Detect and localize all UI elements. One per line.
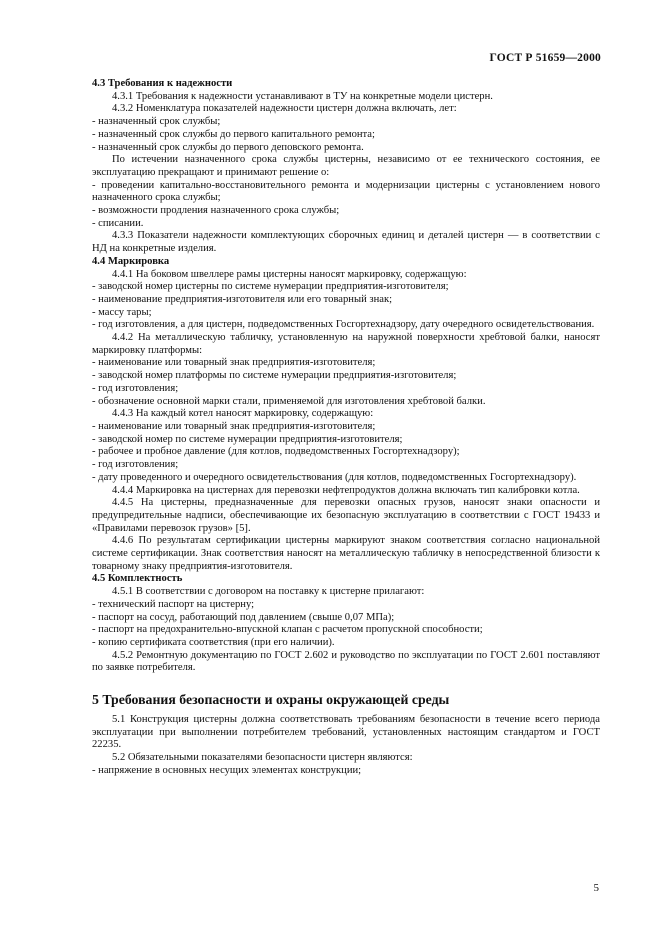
- list-item: - паспорт на сосуд, работающий под давлением (свыше 0,07 МПа);: [92, 611, 395, 623]
- page-number: 5: [593, 882, 599, 894]
- paragraph: 4.3.2 Номенклатура показателей надежности цистерн должна включать, лет:: [112, 103, 457, 115]
- list-item: - год изготовления, а для цистерн, подведомственных Госгортехнадзору, дату очередного освидетельствования.: [92, 319, 595, 331]
- list-item: - наименование или товарный знак предприятия-изготовителя;: [92, 420, 376, 432]
- list-item: - технический паспорт на цистерну;: [92, 598, 255, 610]
- paragraph: 4.4.6 По результатам сертификации цистерны маркируют знаком соответствия согласно национальной системе сертификации. Знак соответствия наносят на металлическую табличку в непосредственной близости к товарному знаку предприятия-изготовителя.: [92, 535, 600, 572]
- paragraph: 4.4.5 На цистерны, предназначенные для перевозки опасных грузов, наносят знаки опасности и предупредительные надписи, обеспечивающие их безопасную эксплуатацию в соответствии с ГОСТ 19433 и «Правилами перевозок грузов» [5].: [92, 497, 600, 534]
- paragraph: 5.2 Обязательными показателями безопасности цистерн являются:: [112, 752, 413, 764]
- list-item: - списании.: [92, 217, 144, 229]
- list-item: - год изготовления;: [92, 382, 179, 394]
- list-item: - наименование или товарный знак предприятия-изготовителя;: [92, 357, 376, 369]
- subsection-heading: 4.3 Требования к надежности: [92, 78, 233, 89]
- list-item: - рабочее и пробное давление (для котлов, подведомственных Госгортехнадзору);: [92, 446, 460, 458]
- list-item: - заводской номер платформы по системе нумерации предприятия-изготовителя;: [92, 370, 457, 382]
- paragraph: 5.1 Конструкция цистерны должна соответствовать требованиям безопасности в течение всего периода эксплуатации при выполнении потребителем требований, установленных настоящим стандартом и ГОСТ 22235.: [92, 714, 600, 751]
- list-item: - назначенный срок службы до первого капитального ремонта;: [92, 128, 375, 140]
- paragraph: 4.5.2 Ремонтную документацию по ГОСТ 2.602 и руководство по эксплуатации по ГОСТ 2.601 поставляют по заявке потребителя.: [92, 649, 600, 674]
- list-item: - проведении капитально-восстановительного ремонта и модернизации цистерны с установлением нового назначенного срока службы;: [92, 179, 600, 204]
- list-item: - копию сертификата соответствия (при его наличии).: [92, 636, 335, 648]
- document-body: [92, 78, 600, 778]
- list-item: - паспорт на предохранительно-впускной клапан с расчетом пропускной способности;: [92, 624, 483, 636]
- paragraph: 4.5.1 В соответствии с договором на поставку к цистерне прилагают:: [112, 586, 425, 598]
- paragraph: 4.4.2 На металлическую табличку, установленную на наружной поверхности хребтовой балки, наносят маркировку платформы:: [92, 332, 600, 356]
- list-item: - дату проведенного и очередного освидетельствования (для котлов, подведомственных Госгортехнадзору).: [92, 471, 577, 483]
- paragraph: 4.4.3 На каждый котел наносят маркировку, содержащую:: [112, 408, 374, 420]
- list-item: - год изготовления;: [92, 459, 179, 471]
- list-item: - назначенный срок службы;: [92, 116, 221, 128]
- subsection-heading: 4.5 Комплектность: [92, 573, 183, 585]
- list-item: - обозначение основной марки стали, применяемой для изготовления хребтовой балки.: [92, 395, 486, 407]
- list-item: - назначенный срок службы до первого деповского ремонта.: [92, 141, 364, 153]
- paragraph: 4.4.4 Маркировка на цистернах для перевозки нефтепродуктов должна включать тип калибровки котла.: [112, 484, 580, 496]
- standard-code-header: ГОСТ Р 51659—2000: [489, 52, 601, 64]
- list-item: - массу тары;: [92, 306, 152, 318]
- subsection-heading: 4.4 Маркировка: [92, 255, 170, 267]
- list-item: - заводской номер по системе нумерации предприятия-изготовителя;: [92, 433, 403, 445]
- paragraph: По истечении назначенного срока службы цистерны, независимо от ее технического состояния, ее эксплуатацию прекращают и принимают решение о:: [92, 154, 600, 178]
- section-title: 5 Требования безопасности и охраны окружающей среды: [92, 692, 450, 708]
- list-item: - наименование предприятия-изготовителя или его товарный знак;: [92, 293, 393, 305]
- list-item: - возможности продления назначенного срока службы;: [92, 205, 340, 217]
- list-item: - напряжение в основных несущих элементах конструкции;: [92, 764, 362, 776]
- list-item: - заводской номер цистерны по системе нумерации предприятия-изготовителя;: [92, 281, 449, 293]
- paragraph: 4.3.3 Показатели надежности комплектующих сборочных единиц и деталей цистерн — в соответствии с НД на конкретные изделия.: [92, 230, 600, 255]
- paragraph: 4.3.1 Требования к надежности устанавливают в ТУ на конкретные модели цистерн.: [112, 90, 493, 102]
- paragraph: 4.4.1 На боковом швеллере рамы цистерны наносят маркировку, содержащую:: [112, 268, 467, 280]
